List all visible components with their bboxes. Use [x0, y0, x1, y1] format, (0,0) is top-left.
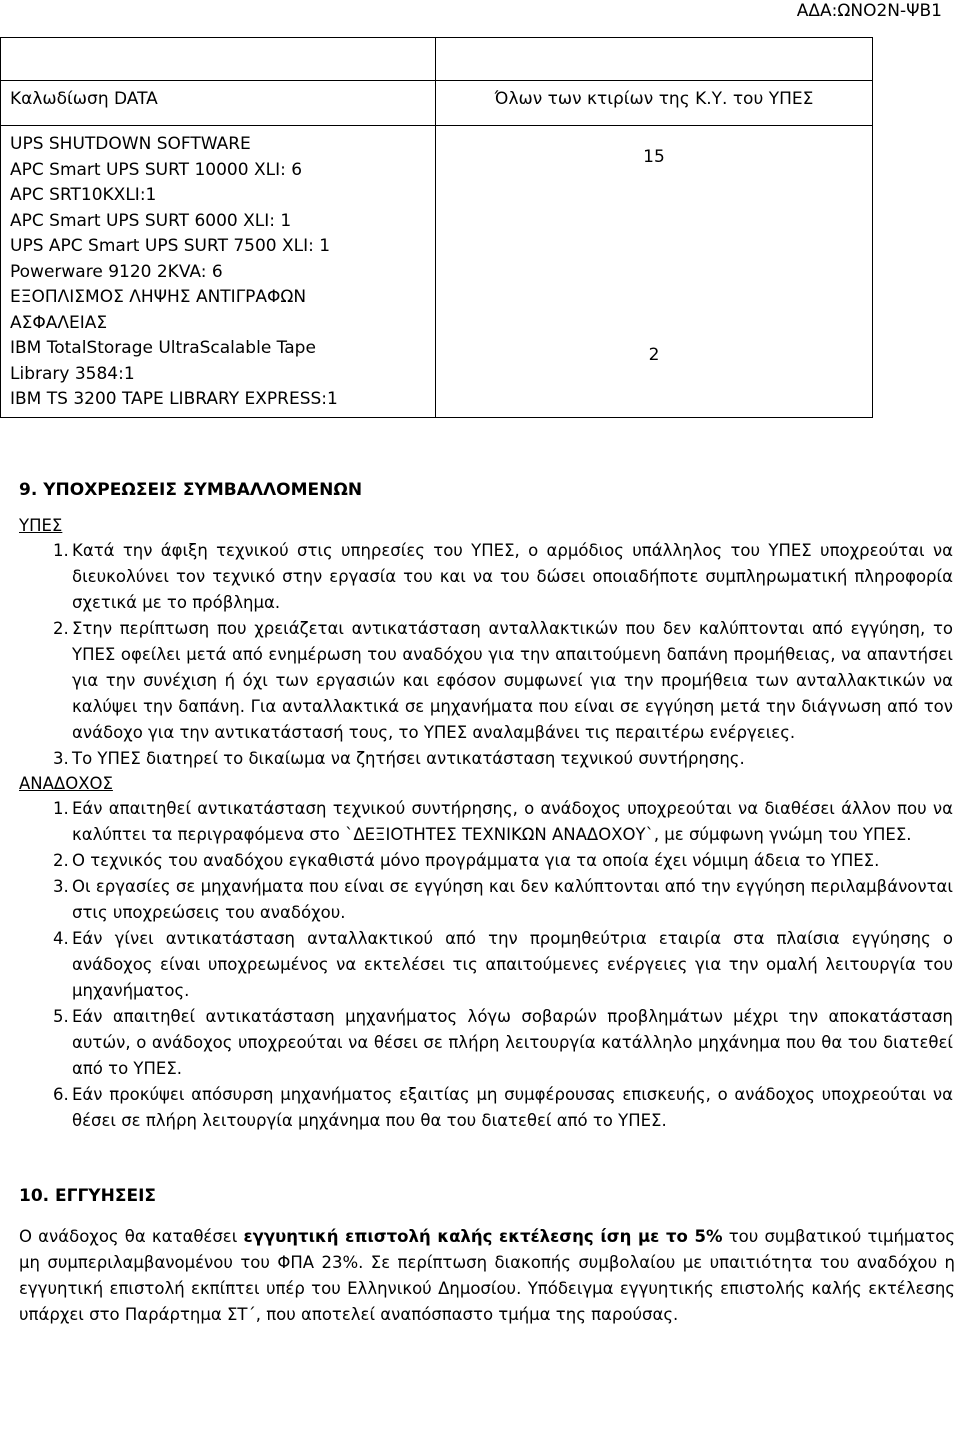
list-item: [19, 616, 953, 746]
backup-quantity: 2: [648, 344, 660, 365]
equipment-line: UPS APC Smart UPS SURT 7500 XLI: 1: [10, 236, 331, 256]
item-text: Στην περίπτωση που χρειάζεται αντικατάσταση ανταλλακτικών που δεν καλύπτονται από εγγύηση, το ΥΠΕΣ οφείλει μετά από ενημέρωση του αναδόχου για την απαιτούμενη δαπάνη προμήθειας, να απαντήσει για την συνέχιση ή όχι των εργασιών και εφόσον συμφωνεί για την προμήθεια των ανταλλακτικών να καλύψει την δαπάνη. Για ανταλλακτικά σε μηχανήματα που είναι σε εγγύηση μετά την διάγνωση από τον ανάδοχο για την αντικατάστασή τους, το ΥΠΕΣ αναλαμβάνει τις περαιτέρω ενέργειες.: [72, 619, 953, 742]
item-text: Εάν απαιτηθεί αντικατάσταση τεχνικού συντήρησης, ο ανάδοχος υποχρεούται να διαθέσει άλλον που να καλύπτει τα περιγραφόμενα στο `ΔΕΞΙΟΤΗΤΕΣ ΤΕΧΝΙΚΩΝ ΑΝΑΔΟΧΟΥ`, με σύμφωνη γνώμη του ΥΠΕΣ.: [72, 799, 953, 844]
ypes-obligations-list: [19, 538, 953, 772]
equipment-line: ΕΞΟΠΛΙΣΜΟΣ ΛΗΨΗΣ ΑΝΤΙΓΡΑΦΩΝ: [10, 287, 307, 307]
section-9-title: 9. ΥΠΟΧΡΕΩΣΕΙΣ ΣΥΜΒΑΛΛΟΜΕΝΩΝ: [19, 480, 363, 500]
item-text: Εάν προκύψει απόσυρση μηχανήματος εξαιτίας μη συμφέρουσας επισκευής, ο ανάδοχος υποχρεούται να θέσει σε πλήρη λειτουργία μηχάνημα που θα του διατεθεί από το ΥΠΕΣ.: [72, 1085, 953, 1130]
item-number: 5.: [53, 1007, 69, 1026]
list-item: [19, 874, 953, 926]
item-text: Εάν γίνει αντικατάσταση ανταλλακτικού από την προμηθεύτρια εταιρία στα πλαίσια εγγύησης ο ανάδοχος είναι υποχρεωμένος να εκτελέσει τις απαιτούμενες ενέργειες για την ομαλή λειτουργία του μηχανήματος.: [72, 929, 953, 1000]
document-reference-code: ΑΔΑ:ΩΝΟ2Ν-ΨΒ1: [796, 1, 942, 21]
equipment-line: IBM TotalStorage UltraScalable Tape: [10, 338, 316, 358]
quantity-cell: [436, 126, 873, 418]
list-item: [19, 926, 953, 1004]
equipment-line: IBM TS 3200 TAPE LIBRARY EXPRESS:1: [10, 389, 338, 409]
equipment-line: APC Smart UPS SURT 6000 XLI: 1: [10, 210, 292, 231]
item-number: 3.: [53, 749, 69, 768]
table-row-ups-backup: [1, 126, 873, 418]
equipment-table: [0, 37, 873, 418]
list-item: [19, 1082, 953, 1134]
guarantee-paragraph: [19, 1224, 955, 1328]
document-body: [19, 478, 953, 1328]
equipment-line: Powerware 9120 2KVA: 6: [10, 261, 223, 282]
item-number: 1.: [53, 541, 69, 560]
guarantee-text-start: Ο ανάδοχος θα καταθέσει: [19, 1227, 244, 1246]
cabling-scope-cell: Όλων των κτιρίων της Κ.Υ. του ΥΠΕΣ: [436, 81, 873, 126]
guarantee-text-bold: εγγυητική επιστολή καλής εκτέλεσης ίση με το 5%: [243, 1227, 723, 1246]
item-number: 1.: [53, 799, 69, 818]
ypes-label: ΥΠΕΣ: [19, 516, 63, 535]
item-text: Το ΥΠΕΣ διατηρεί το δικαίωμα να ζητήσει αντικατάσταση τεχνικού συντήρησης.: [72, 749, 745, 768]
item-text: Κατά την άφιξη τεχνικού στις υπηρεσίες του ΥΠΕΣ, ο αρμόδιος υπάλληλος του ΥΠΕΣ υποχρεούται να διευκολύνει τον τεχνικό στην εργασία του και να του δώσει οποιαδήποτε συμπληρωματική πληροφορία σχετικά με το πρόβλημα.: [72, 541, 953, 612]
cabling-item-cell: Καλωδίωση DATA: [1, 81, 436, 126]
equipment-list-cell: [1, 126, 436, 418]
item-text: Ο τεχνικός του αναδόχου εγκαθιστά μόνο προγράμματα για τα οποία έχει νόμιμη άδεια το ΥΠΕΣ.: [72, 851, 880, 870]
list-item: [19, 746, 953, 772]
table-row-cabling: [1, 81, 873, 126]
list-item: [19, 848, 953, 874]
item-number: 6.: [53, 1085, 69, 1104]
table-cell: [1, 38, 436, 81]
equipment-line: UPS SHUTDOWN SOFTWARE: [10, 134, 251, 154]
contractor-label: ΑΝΑΔΟΧΟΣ: [19, 774, 113, 793]
equipment-line: APC SRT10KXLI:1: [10, 185, 157, 205]
equipment-line: ΑΣΦΑΛΕΙΑΣ: [10, 312, 108, 333]
item-text: Εάν απαιτηθεί αντικατάσταση μηχανήματος λόγω σοβαρών προβλημάτων μέχρι την αποκατάσταση αυτών, ο ανάδοχος υποχρεούται να θέσει σε πλήρη λειτουργία κατάλληλο μηχάνημα που θα του διατεθεί από το ΥΠΕΣ.: [72, 1007, 953, 1078]
table-row-empty: [1, 38, 873, 81]
list-item: [19, 538, 953, 616]
equipment-line: APC Smart UPS SURT 10000 XLI: 6: [10, 159, 303, 180]
section-10-title: 10. ΕΓΓΥΗΣΕΙΣ: [19, 1186, 157, 1206]
equipment-line: Library 3584:1: [10, 363, 135, 384]
list-item: [19, 796, 953, 848]
section-spacer: [19, 1134, 953, 1184]
item-number: 3.: [53, 877, 69, 896]
item-number: 2.: [53, 851, 69, 870]
table-cell: [436, 38, 873, 81]
item-text: Οι εργασίες σε μηχανήματα που είναι σε εγγύηση και δεν καλύπτονται από την εγγύηση περιλαμβάνονται στις υποχρεώσεις του αναδόχου.: [72, 877, 953, 922]
contractor-obligations-list: [19, 796, 953, 1134]
guarantee-text-end: του συμβατικού τιμήματος μη συμπεριλαμβανομένου του ΦΠΑ 23%. Σε περίπτωση διακοπής συμβολαίου με υπαιτιότητα του αναδόχου η εγγυητική επιστολή εκπίπτει υπέρ του Ελληνικού Δημοσίου. Υπόδειγμα εγγυητικής επιστολής καλής εκτέλεσης υπάρχει στο Παράρτημα ΣΤ΄, που αποτελεί αναπόσπαστο τμήμα της παρούσας.: [19, 1227, 955, 1324]
item-number: 4.: [53, 929, 69, 948]
list-item: [19, 1004, 953, 1082]
ups-quantity: 15: [643, 147, 665, 167]
item-number: 2.: [53, 619, 69, 638]
